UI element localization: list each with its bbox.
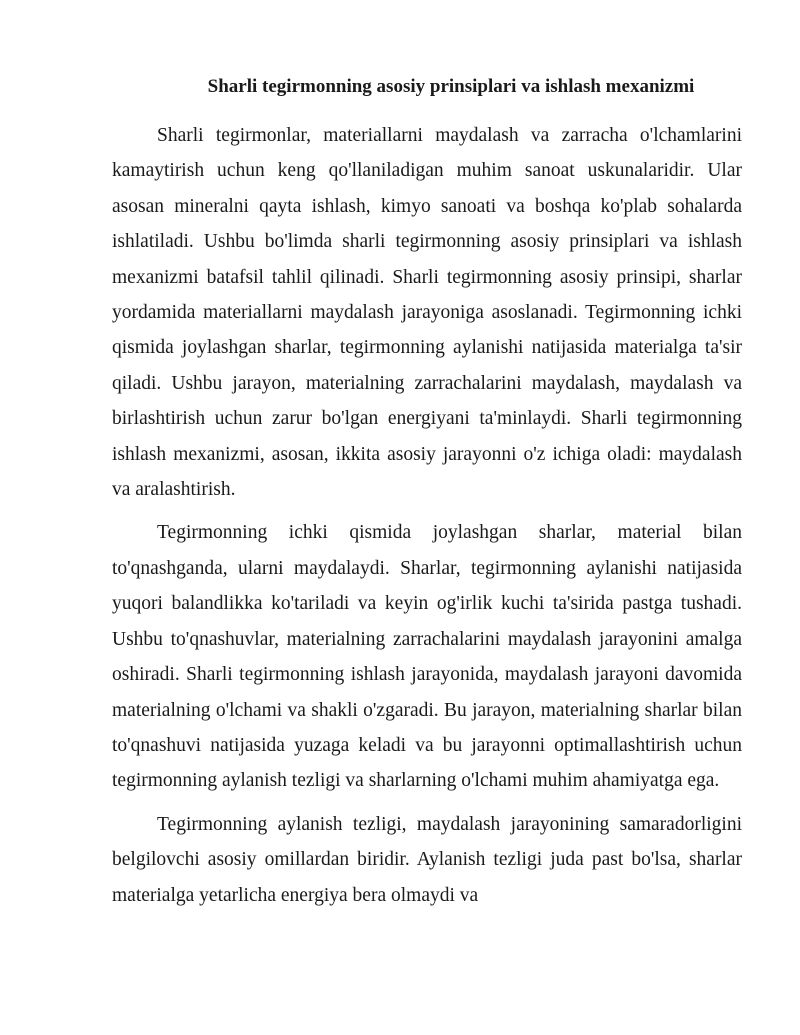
paragraph-3: Tegirmonning aylanish tezligi, maydalash jarayonining samaradorligini belgilovchi asosiy omillardan biridir. Aylanish tezligi juda past bo'lsa, sharlar materialga yetarlicha energiya bera olmaydi va [112,813,742,906]
paragraph-2: Tegirmonning ichki qismida joylashgan sharlar, material bilan to'qnashganda, ularni maydalaydi. Sharlar, tegirmonning aylanishi natijasida yuqori balandlikka ko'tariladi va keyin og'irlik kuchi ta'sirida pastga tushadi. Ushbu to'qnashuvlar, materialning zarrachalarini maydalash jarayonini amalga oshiradi. Sharli tegirmonning ishlash jarayonida, maydalash jarayoni davomida materialning o'lchami va shakli o'zgaradi. Bu jarayon, materialning sharlar bilan to'qnashuvi natijasida yuzaga keladi va bu jarayonni optimallashtirish uchun tegirmonning aylanish tezligi va sharlarning o'lchami muhim ahamiyatga ega. [112,522,742,792]
document-title: Sharli tegirmonning asosiy prinsiplari va ishlash mexanizmi [207,76,695,97]
document-body [112,118,742,921]
paragraph-1: Sharli tegirmonlar, materiallarni maydalash va zarracha o'lchamlarini kamaytirish uchun keng qo'llaniladigan muhim sanoat uskunalaridir. Ular asosan mineralni qayta ishlash, kimyo sanoati va boshqa ko'plab sohalarda ishlatiladi. Ushbu bo'limda sharli tegirmonning asosiy prinsiplari va ishlash mexanizmi batafsil tahlil qilinadi. Sharli tegirmonning asosiy prinsipi, sharlar yordamida materiallarni maydalash jarayoniga asoslanadi. Tegirmonning ichki qismida joylashgan sharlar, tegirmonning aylanishi natijasida materialga ta'sir qiladi. Ushbu jarayon, materialning zarrachalarini maydalash, maydalash va birlashtirish uchun zarur bo'lgan energiyani ta'minlaydi. Sharli tegirmonning ishlash mexanizmi, asosan, ikkita asosiy jarayonni o'z ichiga oladi: maydalash va aralashtirish. [112,125,742,501]
